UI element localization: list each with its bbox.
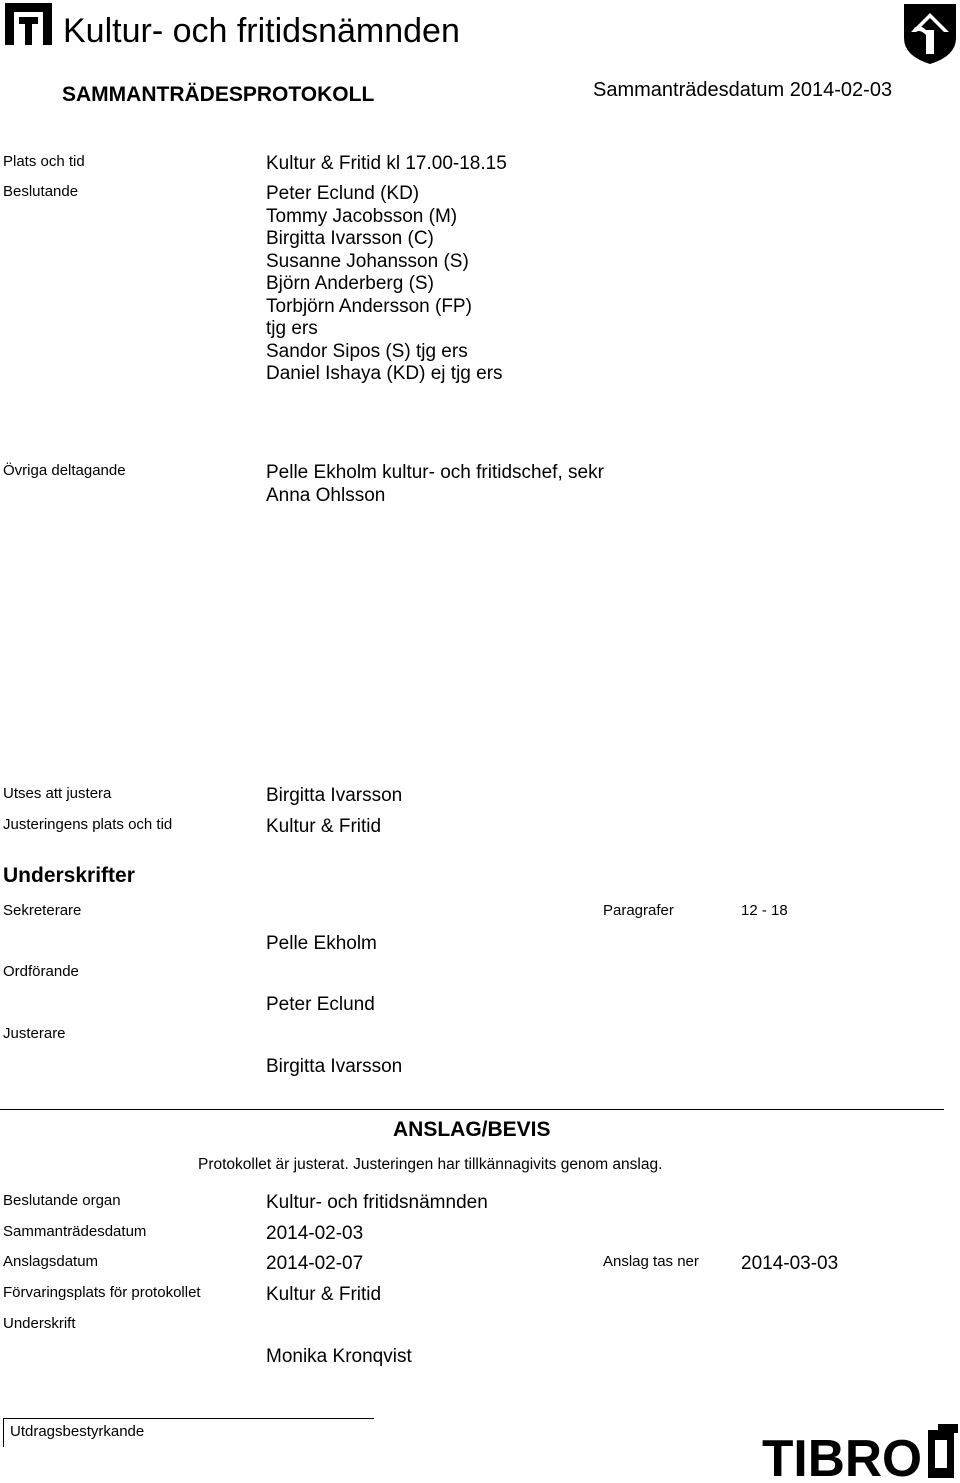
justification-place-label: Justeringens plats och tid [3,816,173,833]
storage-label: Förvaringsplats för protokollet [3,1284,201,1301]
organ-label: Beslutande organ [3,1192,121,1209]
other-participant: Pelle Ekholm kultur- och fritidschef, sekr [266,462,604,483]
member-item: tjg ers [266,318,318,339]
document-type: SAMMANTRÄDESPROTOKOLL [62,83,375,106]
removal-value: 2014-03-03 [741,1253,839,1274]
justification-place-value: Kultur & Fritid [266,816,382,837]
members-list [266,183,503,386]
tibro-logo [762,1424,958,1480]
tibro-logo-text: TIBRO [762,1430,922,1480]
member-item: Sandor Sipos (S) tjg ers [266,340,468,362]
meeting-date-header: Sammanträdesdatum 2014-02-03 [593,79,893,101]
signature-label: Underskrift [3,1315,76,1332]
notice-divider [0,1109,944,1110]
signature-adjuster-label: Justerare [3,1025,66,1042]
member-item: Susanne Johansson (S) [266,250,469,272]
signature-name: Monika Kronqvist [266,1346,412,1367]
municipality-logo-icon [5,3,52,45]
notice-text: Protokollet är justerat. Justeringen har tillkännagivits genom anslag. [198,1156,663,1173]
member-item: Birgitta Ivarsson (C) [266,228,434,249]
page-title: Kultur- och fritidsnämnden [63,12,460,50]
chair-name: Peter Eclund [266,994,375,1015]
certificate-label: Utdragsbestyrkande [10,1423,145,1440]
posting-date-label: Anslagsdatum [3,1253,99,1270]
notice-heading: ANSLAG/BEVIS [393,1118,551,1141]
meeting-date-label: Sammanträdesdatum [3,1223,147,1240]
removal-label: Anslag tas ner [603,1253,699,1270]
member-item: Björn Anderberg (S) [266,273,434,294]
others-list [266,462,604,507]
other-participant: Anna Ohlsson [266,484,386,506]
adjuster-label: Utses att justera [3,785,112,802]
place-time-label: Plats och tid [3,153,85,170]
member-item: Torbjörn Andersson (FP) [266,295,472,317]
member-item: Peter Eclund (KD) [266,183,420,204]
secretary-label: Sekreterare [3,902,82,919]
posting-date-value: 2014-02-07 [266,1253,364,1274]
others-label: Övriga deltagande [3,462,126,479]
member-item: Tommy Jacobsson (M) [266,205,458,227]
secretary-name: Pelle Ekholm [266,933,377,954]
member-item: Daniel Ishaya (KD) ej tjg ers [266,363,503,384]
signatures-heading: Underskrifter [3,864,135,887]
meeting-date-value: 2014-02-03 [266,1223,364,1244]
adjuster-value: Birgitta Ivarsson [266,785,403,806]
paragraphs-label: Paragrafer [603,902,674,919]
paragraphs-value: 12 - 18 [741,902,788,919]
organ-value: Kultur- och fritidsnämnden [266,1192,488,1213]
place-time-value: Kultur & Fritid kl 17.00-18.15 [266,153,507,174]
members-label: Beslutande [3,183,79,200]
storage-value: Kultur & Fritid [266,1284,382,1305]
signature-adjuster-name: Birgitta Ivarsson [266,1056,403,1077]
coat-of-arms-icon [902,2,958,66]
chair-label: Ordförande [3,963,79,980]
